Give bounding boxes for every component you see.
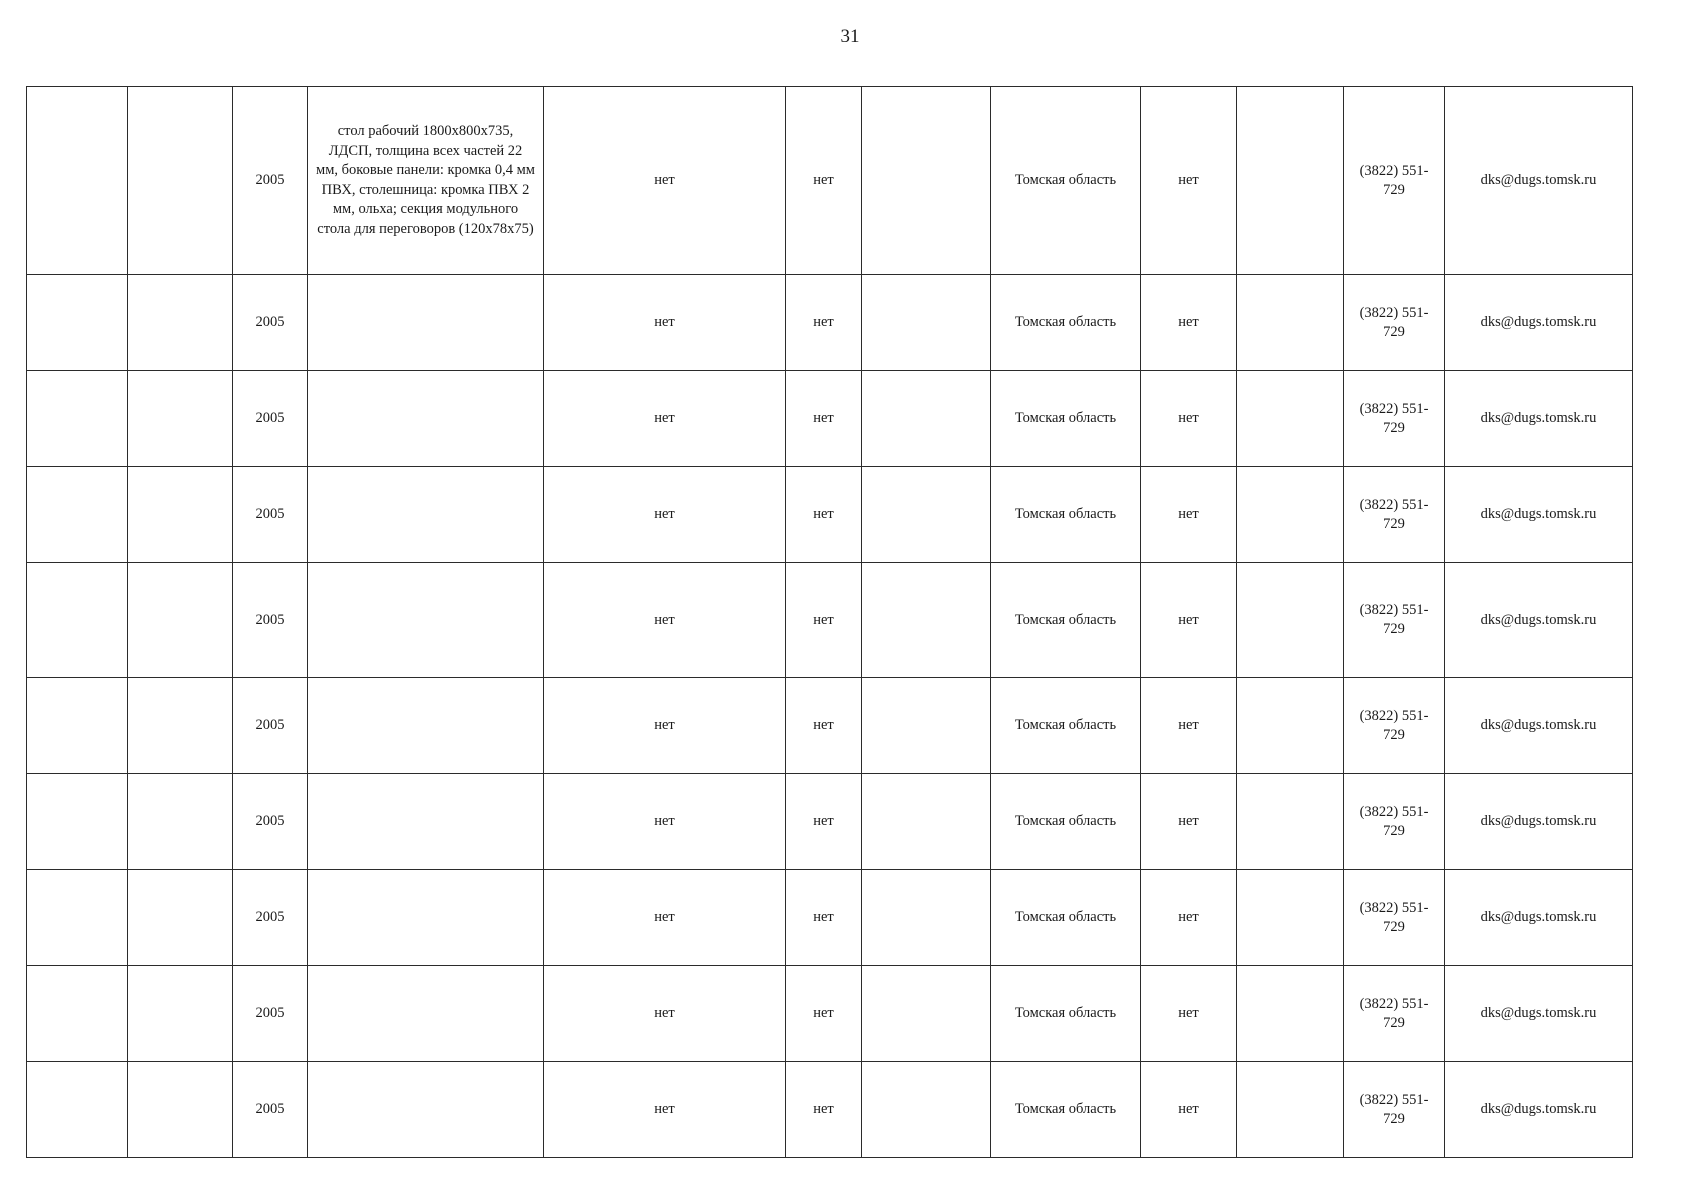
- empty-cell: [27, 371, 128, 467]
- phone-cell: (3822) 551-729: [1344, 467, 1445, 563]
- value-cell: нет: [786, 467, 862, 563]
- phone-cell: (3822) 551-729: [1344, 563, 1445, 678]
- value-cell: нет: [786, 371, 862, 467]
- empty-cell: [27, 870, 128, 966]
- empty-cell: [862, 774, 991, 870]
- empty-cell: [862, 870, 991, 966]
- value-cell: нет: [1141, 1062, 1237, 1158]
- empty-cell: [1237, 1062, 1344, 1158]
- table-row: [27, 467, 1633, 563]
- region-cell: Томская область: [991, 563, 1141, 678]
- empty-cell: [27, 87, 128, 275]
- value-cell: нет: [544, 966, 786, 1062]
- phone-cell: (3822) 551-729: [1344, 275, 1445, 371]
- empty-cell: [27, 563, 128, 678]
- empty-cell: [27, 1062, 128, 1158]
- email-cell: dks@dugs.tomsk.ru: [1445, 966, 1633, 1062]
- value-cell: нет: [544, 275, 786, 371]
- value-cell: нет: [1141, 275, 1237, 371]
- empty-cell: [128, 774, 233, 870]
- region-cell: Томская область: [991, 371, 1141, 467]
- table-row: [27, 275, 1633, 371]
- empty-cell: [27, 275, 128, 371]
- description-cell: [308, 774, 544, 870]
- email-cell: dks@dugs.tomsk.ru: [1445, 563, 1633, 678]
- empty-cell: [862, 467, 991, 563]
- email-cell: dks@dugs.tomsk.ru: [1445, 87, 1633, 275]
- region-cell: Томская область: [991, 275, 1141, 371]
- table-row: [27, 563, 1633, 678]
- empty-cell: [1237, 966, 1344, 1062]
- value-cell: нет: [1141, 774, 1237, 870]
- empty-cell: [128, 87, 233, 275]
- year-cell: 2005: [233, 275, 308, 371]
- description-cell: [308, 275, 544, 371]
- email-cell: dks@dugs.tomsk.ru: [1445, 774, 1633, 870]
- empty-cell: [128, 870, 233, 966]
- year-cell: 2005: [233, 563, 308, 678]
- value-cell: нет: [544, 774, 786, 870]
- data-table: [26, 86, 1633, 1158]
- value-cell: нет: [544, 678, 786, 774]
- region-cell: Томская область: [991, 467, 1141, 563]
- value-cell: нет: [786, 774, 862, 870]
- region-cell: Томская область: [991, 870, 1141, 966]
- value-cell: нет: [544, 87, 786, 275]
- description-cell: [308, 966, 544, 1062]
- table-row: [27, 966, 1633, 1062]
- empty-cell: [27, 966, 128, 1062]
- empty-cell: [862, 1062, 991, 1158]
- value-cell: нет: [786, 870, 862, 966]
- empty-cell: [1237, 563, 1344, 678]
- region-cell: Томская область: [991, 966, 1141, 1062]
- email-cell: dks@dugs.tomsk.ru: [1445, 1062, 1633, 1158]
- year-cell: 2005: [233, 1062, 308, 1158]
- value-cell: нет: [1141, 371, 1237, 467]
- description-cell: стол рабочий 1800х800х735, ЛДСП, толщина всех частей 22 мм, боковые панели: кромка 0,4 мм ПВХ, столешница: кромка ПВХ 2 мм, ольха; секция модульного стола для переговоров (120х78х75): [308, 87, 544, 275]
- value-cell: нет: [1141, 467, 1237, 563]
- email-cell: dks@dugs.tomsk.ru: [1445, 870, 1633, 966]
- empty-cell: [1237, 774, 1344, 870]
- table-row: [27, 87, 1633, 275]
- phone-cell: (3822) 551-729: [1344, 371, 1445, 467]
- value-cell: нет: [544, 563, 786, 678]
- phone-cell: (3822) 551-729: [1344, 678, 1445, 774]
- table-row: [27, 1062, 1633, 1158]
- empty-cell: [128, 966, 233, 1062]
- empty-cell: [27, 774, 128, 870]
- empty-cell: [128, 563, 233, 678]
- value-cell: нет: [786, 1062, 862, 1158]
- empty-cell: [862, 371, 991, 467]
- table-row: [27, 774, 1633, 870]
- table-row: [27, 678, 1633, 774]
- empty-cell: [1237, 678, 1344, 774]
- phone-cell: (3822) 551-729: [1344, 870, 1445, 966]
- empty-cell: [128, 678, 233, 774]
- empty-cell: [128, 371, 233, 467]
- phone-cell: (3822) 551-729: [1344, 87, 1445, 275]
- empty-cell: [1237, 870, 1344, 966]
- email-cell: dks@dugs.tomsk.ru: [1445, 467, 1633, 563]
- value-cell: нет: [1141, 966, 1237, 1062]
- description-cell: [308, 678, 544, 774]
- email-cell: dks@dugs.tomsk.ru: [1445, 371, 1633, 467]
- value-cell: нет: [1141, 678, 1237, 774]
- region-cell: Томская область: [991, 87, 1141, 275]
- value-cell: нет: [544, 1062, 786, 1158]
- value-cell: нет: [544, 870, 786, 966]
- description-cell: [308, 1062, 544, 1158]
- empty-cell: [862, 275, 991, 371]
- empty-cell: [1237, 467, 1344, 563]
- empty-cell: [128, 1062, 233, 1158]
- value-cell: нет: [1141, 87, 1237, 275]
- table-row: [27, 371, 1633, 467]
- phone-cell: (3822) 551-729: [1344, 966, 1445, 1062]
- empty-cell: [862, 966, 991, 1062]
- year-cell: 2005: [233, 678, 308, 774]
- page-number: 31: [840, 26, 860, 47]
- table-row: [27, 870, 1633, 966]
- value-cell: нет: [1141, 563, 1237, 678]
- year-cell: 2005: [233, 870, 308, 966]
- description-cell: [308, 467, 544, 563]
- empty-cell: [128, 275, 233, 371]
- value-cell: нет: [786, 678, 862, 774]
- region-cell: Томская область: [991, 678, 1141, 774]
- value-cell: нет: [786, 563, 862, 678]
- region-cell: Томская область: [991, 774, 1141, 870]
- description-cell: [308, 563, 544, 678]
- empty-cell: [862, 563, 991, 678]
- empty-cell: [862, 87, 991, 275]
- empty-cell: [862, 678, 991, 774]
- email-cell: dks@dugs.tomsk.ru: [1445, 678, 1633, 774]
- value-cell: нет: [786, 966, 862, 1062]
- value-cell: нет: [786, 275, 862, 371]
- value-cell: нет: [544, 371, 786, 467]
- phone-cell: (3822) 551-729: [1344, 774, 1445, 870]
- empty-cell: [1237, 275, 1344, 371]
- description-cell: [308, 870, 544, 966]
- description-cell: [308, 371, 544, 467]
- value-cell: нет: [1141, 870, 1237, 966]
- empty-cell: [27, 467, 128, 563]
- year-cell: 2005: [233, 371, 308, 467]
- year-cell: 2005: [233, 966, 308, 1062]
- email-cell: dks@dugs.tomsk.ru: [1445, 275, 1633, 371]
- empty-cell: [1237, 371, 1344, 467]
- value-cell: нет: [786, 87, 862, 275]
- empty-cell: [1237, 87, 1344, 275]
- year-cell: 2005: [233, 467, 308, 563]
- empty-cell: [27, 678, 128, 774]
- region-cell: Томская область: [991, 1062, 1141, 1158]
- phone-cell: (3822) 551-729: [1344, 1062, 1445, 1158]
- year-cell: 2005: [233, 87, 308, 275]
- value-cell: нет: [544, 467, 786, 563]
- year-cell: 2005: [233, 774, 308, 870]
- empty-cell: [128, 467, 233, 563]
